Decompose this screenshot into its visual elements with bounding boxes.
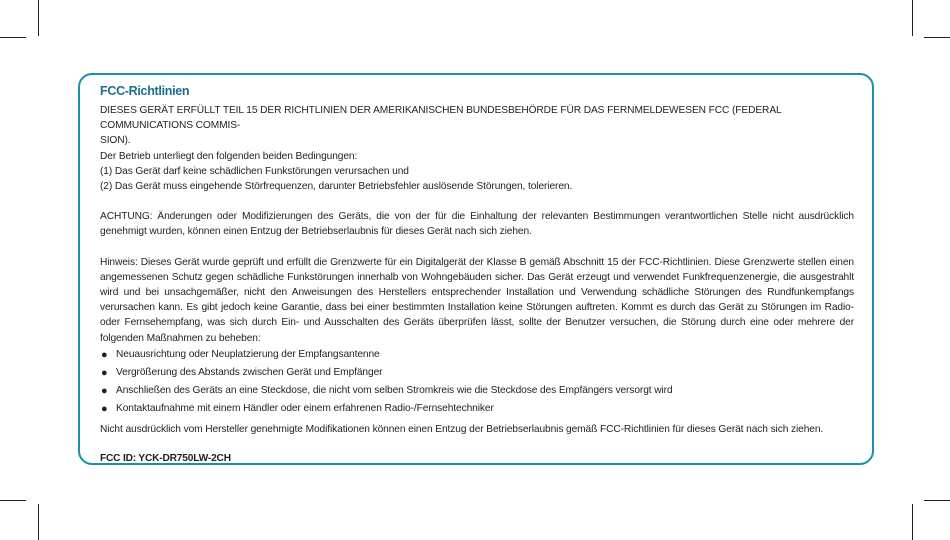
list-item — [100, 400, 854, 418]
list-item-text: Neuausrichtung oder Neuplatzierung der Empfangsantenne — [116, 348, 380, 360]
bullet-icon: ● — [101, 348, 108, 361]
intro-line-2: SION). — [100, 135, 131, 147]
bullet-icon: ● — [101, 384, 108, 397]
measures-list — [100, 346, 854, 418]
closing-paragraph: Nicht ausdrücklich vom Hersteller genehmigte Modifikationen können einen Entzug der Betriebserlaubnis gemäß FCC-Richtlinien für dieses Gerät nach sich ziehen. — [100, 423, 824, 435]
bullet-icon: ● — [101, 402, 108, 415]
page-title: FCC-Richtlinien — [100, 84, 190, 98]
crop-mark-bottom-right-vertical — [912, 504, 913, 540]
list-item — [100, 382, 854, 400]
bullet-icon: ● — [101, 366, 108, 379]
intro-line-4: (1) Das Gerät darf keine schädlichen Funkstörungen verursachen und — [100, 165, 409, 177]
list-item — [100, 346, 854, 364]
crop-mark-top-right-horizontal — [924, 37, 950, 38]
spacer — [100, 240, 854, 255]
crop-mark-bottom-left-horizontal — [0, 500, 26, 501]
list-item-text: Kontaktaufnahme mit einem Händler oder einem erfahrenen Radio-/Fernsehtechniker — [116, 402, 494, 414]
notice-paragraph: Hinweis: Dieses Gerät wurde geprüft und erfüllt die Grenzwerte für ein Digitalgerät der Klasse B gemäß Abschnitt 15 der FCC-Richtlinien. Diese Grenzwerte stellen einen angemessenen Schutz gegen schädliche Funkstörungen innerhalb von Wohngebäuden sicher. Das Gerät erzeugt und verwendet Funkfrequenzenergie, die ausgestrahlt wird und bei unsachgemäßer, nicht den Anweisungen des Herstellers entsprechender Installation und Verwendung schädliche Störungen des Rundfunkempfangs verursachen kann. Es gibt jedoch keine Garantie, dass bei einer bestimmten Installation keine Störungen auftreten. Kommt es durch das Gerät zu Störungen im Radio- oder Fernsehempfang, was sich durch Ein- und Ausschalten des Geräts überprüfen lässt, sollte der Benutzer versuchen, die Störung durch eine oder mehrere der folgenden Maßnahmen zu beheben: — [100, 256, 854, 344]
intro-line-3: Der Betrieb unterliegt den folgenden beiden Bedingungen: — [100, 150, 358, 162]
crop-mark-top-left-vertical — [38, 0, 39, 36]
crop-mark-top-right-vertical — [912, 0, 913, 36]
fcc-id: FCC ID: YCK-DR750LW-2CH — [100, 453, 231, 465]
crop-mark-bottom-right-horizontal — [924, 500, 950, 501]
crop-mark-bottom-left-vertical — [38, 504, 39, 540]
spacer — [100, 194, 854, 209]
list-item-text: Anschließen des Geräts an eine Steckdose, die nicht vom selben Stromkreis wie die Steckdose des Empfängers versorgt wird — [116, 384, 673, 396]
crop-mark-top-left-horizontal — [0, 37, 26, 38]
fcc-guidelines-content — [100, 83, 854, 466]
list-item-text: Vergrößerung des Abstands zwischen Gerät und Empfänger — [116, 366, 383, 378]
fcc-guidelines-box — [78, 73, 874, 465]
caution-paragraph: ACHTUNG: Änderungen oder Modifizierungen des Geräts, die von der für die Einhaltung der relevanten Bestimmungen verantwortlichen Stelle nicht ausdrücklich genehmigt wurden, können einen Entzug der Betriebserlaubnis für dieses Gerät nach sich ziehen. — [100, 211, 854, 238]
intro-line-1: DIESES GERÄT ERFÜLLT TEIL 15 DER RICHTLINIEN DER AMERIKANISCHEN BUNDESBEHÖRDE FÜR DAS FERNMELDEWESEN FCC (FEDERAL COMMUNICATIONS COMMIS- — [100, 105, 782, 132]
intro-line-5: (2) Das Gerät muss eingehende Störfrequenzen, darunter Betriebsfehler auslösende Störungen, tolerieren. — [100, 181, 573, 193]
list-item — [100, 364, 854, 382]
